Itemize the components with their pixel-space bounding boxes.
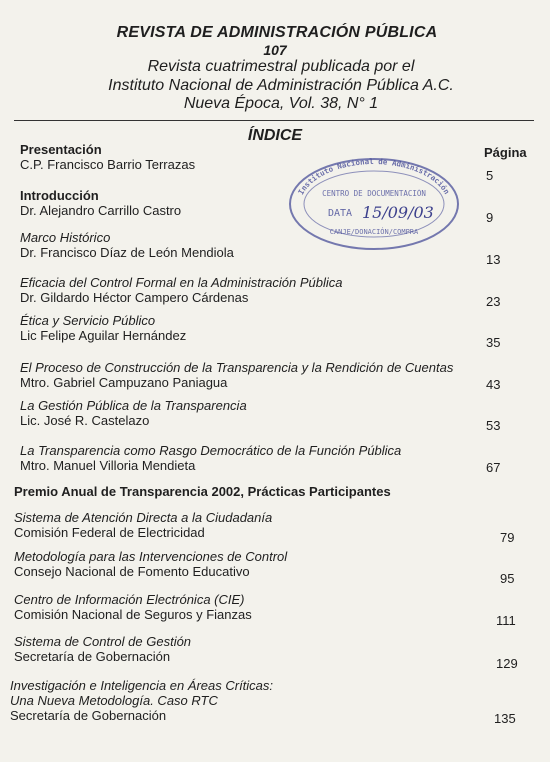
entry-page: 43 [486, 377, 501, 392]
toc-entry-metodologia[interactable] [14, 549, 474, 579]
toc-heading: ÍNDICE [247, 127, 303, 144]
entry-author: Comisión Federal de Electricidad [14, 525, 205, 540]
toc-entry-investigacion[interactable] [10, 678, 470, 723]
toc-entry-proceso[interactable] [20, 360, 490, 390]
entry-author: Lic. José R. Castelazo [20, 413, 150, 428]
journal-title: REVISTA DE ADMINISTRACIÓN PÚBLICA [116, 24, 438, 41]
entry-title-continued: Una Nueva Metodología. Caso RTC [10, 693, 218, 708]
entry-title: La Transparencia como Rasgo Democrático de la Función Pública [20, 443, 402, 458]
entry-author: Secretaría de Gobernación [10, 708, 167, 723]
entry-page: 53 [486, 418, 501, 433]
page-column-label: Página [484, 145, 527, 160]
stamp-date-value: 15/09/03 [362, 203, 434, 222]
entry-title: Sistema de Control de Gestión [14, 634, 192, 649]
toc-entry-control-gestion[interactable] [14, 634, 474, 664]
entry-page: 5 [486, 168, 494, 183]
section-heading: Premio Anual de Transparencia 2002, Prácticas Participantes [14, 484, 391, 499]
toc-entry-cie[interactable] [14, 592, 474, 622]
toc-entry-etica[interactable] [20, 313, 480, 343]
entry-title: Investigación e Inteligencia en Áreas Críticas: [10, 678, 274, 693]
entry-title: Presentación [20, 142, 102, 157]
entry-title: Sistema de Atención Directa a la Ciudadanía [14, 510, 273, 525]
stamp-line-3: CANJE/DONACIÓN/COMPRA [329, 228, 419, 236]
entry-page: 67 [486, 460, 501, 475]
entry-page: 35 [486, 335, 501, 350]
library-stamp [288, 154, 460, 250]
toc-entry-transparencia-rasgo[interactable] [20, 443, 480, 473]
entry-page: 95 [500, 571, 515, 586]
entry-title: Metodología para las Intervenciones de Control [14, 549, 288, 564]
entry-title: Ética y Servicio Público [20, 313, 156, 328]
entry-title: El Proceso de Construcción de la Transparencia y la Rendición de Cuentas [20, 360, 454, 375]
toc-entry-eficacia[interactable] [20, 275, 480, 305]
entry-title: La Gestión Pública de la Transparencia [20, 398, 247, 413]
header-divider [14, 120, 534, 121]
entry-title: Eficacia del Control Formal en la Administración Pública [20, 275, 343, 290]
entry-author: Dr. Gildardo Héctor Campero Cárdenas [20, 290, 249, 305]
publisher-line: Instituto Nacional de Administración Pública A.C. [108, 77, 454, 94]
stamp-date-label: DATA [328, 208, 353, 219]
entry-author: Mtro. Gabriel Campuzano Paniagua [20, 375, 228, 390]
stamp-arc-text: Instituto Nacional de Administración [296, 156, 452, 197]
entry-page: 135 [494, 711, 516, 726]
toc-entry-atencion-directa[interactable] [14, 510, 474, 540]
entry-author: Lic Felipe Aguilar Hernández [20, 328, 187, 343]
stamp-line-1: CENTRO DE DOCUMENTACIÓN [322, 189, 426, 198]
entry-author: C.P. Francisco Barrio Terrazas [20, 157, 196, 172]
entry-page: 13 [486, 252, 501, 267]
entry-title: Introducción [20, 188, 99, 203]
entry-author: Secretaría de Gobernación [14, 649, 171, 664]
entry-page: 9 [486, 210, 494, 225]
entry-author: Dr. Alejandro Carrillo Castro [20, 203, 182, 218]
entry-title: Centro de Información Electrónica (CIE) [14, 592, 245, 607]
entry-page: 79 [500, 530, 515, 545]
entry-page: 129 [496, 656, 518, 671]
entry-page: 23 [486, 294, 501, 309]
subtitle-line-1: Revista cuatrimestral publicada por el [147, 58, 415, 75]
entry-page: 111 [496, 613, 516, 628]
volume-line: Nueva Época, Vol. 38, N° 1 [183, 95, 379, 112]
entry-author: Mtro. Manuel Villoria Mendieta [20, 458, 196, 473]
entry-author: Comisión Nacional de Seguros y Fianzas [14, 607, 252, 622]
entry-author: Dr. Francisco Díaz de León Mendiola [20, 245, 234, 260]
entry-author: Consejo Nacional de Fomento Educativo [14, 564, 250, 579]
entry-title: Marco Histórico [20, 230, 111, 245]
toc-entry-gestion-publica[interactable] [20, 398, 480, 428]
issue-number: 107 [263, 42, 287, 58]
